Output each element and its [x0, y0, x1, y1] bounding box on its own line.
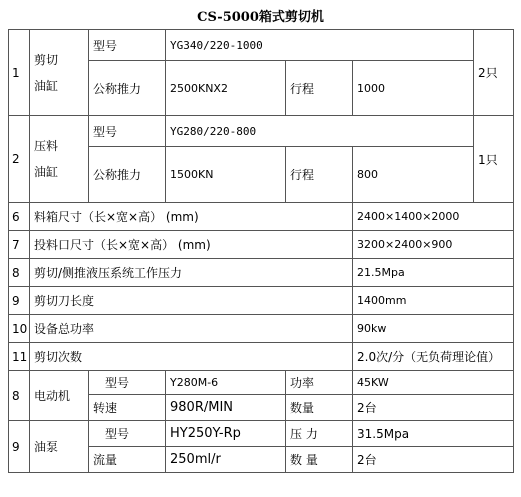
count-label: 数 量 [286, 447, 353, 473]
spec-value: 1400mm [353, 287, 514, 315]
thrust-label: 公称推力 [89, 61, 166, 116]
speed-label: 转速 [89, 395, 166, 421]
count-value: 2台 [353, 447, 514, 473]
component-name-line1: 剪切 [34, 52, 59, 67]
flow-label: 流量 [89, 447, 166, 473]
power-label: 功率 [286, 371, 353, 395]
model-value: HY250Y-Rp [166, 421, 286, 447]
model-value: YG340/220-1000 [166, 30, 474, 61]
component-name: 油泵 [30, 421, 89, 473]
speed-value: 980R/MIN [166, 395, 286, 421]
model-label: 型号 [89, 371, 166, 395]
table-row [9, 421, 514, 447]
row-number: 9 [9, 421, 30, 473]
component-name-line1: 压料 [34, 139, 59, 153]
component-name: 电动机 [30, 371, 89, 421]
spec-label: 料箱尺寸（长×宽×高） (mm) [30, 203, 353, 231]
spec-label: 设备总功率 [30, 315, 353, 343]
spec-value: 90kw [353, 315, 514, 343]
spec-table [8, 29, 514, 473]
quantity: 2只 [474, 30, 514, 116]
row-number: 8 [9, 259, 30, 287]
stroke-label: 行程 [286, 61, 353, 116]
model-value: YG280/220-800 [166, 116, 474, 147]
count-label: 数量 [286, 395, 353, 421]
pressure-value: 31.5Mpa [353, 421, 514, 447]
spec-value: 2400×1400×2000 [353, 203, 514, 231]
row-number: 11 [9, 343, 30, 371]
component-name-line2: 油缸 [34, 78, 59, 93]
thrust-label: 公称推力 [89, 147, 166, 203]
spec-value: 3200×2400×900 [353, 231, 514, 259]
model-value: Y280M-6 [166, 371, 286, 395]
stroke-label: 行程 [286, 147, 353, 203]
table-row [9, 315, 514, 343]
row-number: 7 [9, 231, 30, 259]
stroke-value: 800 [353, 147, 474, 203]
row-number: 8 [9, 371, 30, 421]
table-row [9, 343, 514, 371]
table-row [9, 259, 514, 287]
component-name [30, 30, 89, 116]
stroke-value: 1000 [353, 61, 474, 116]
pressure-label: 压 力 [286, 421, 353, 447]
table-row [9, 30, 514, 61]
spec-label: 剪切刀长度 [30, 287, 353, 315]
spec-value: 21.5Mpa [353, 259, 514, 287]
component-name-line2: 油缸 [34, 165, 59, 179]
table-row [9, 371, 514, 395]
power-value: 45KW [353, 371, 514, 395]
row-number: 10 [9, 315, 30, 343]
row-number: 1 [9, 30, 30, 116]
flow-value: 250ml/r [166, 447, 286, 473]
thrust-value: 2500KNX2 [166, 61, 286, 116]
row-number: 2 [9, 116, 30, 203]
model-label: 型号 [89, 421, 166, 447]
spec-label: 投料口尺寸（长×宽×高） (mm) [30, 231, 353, 259]
table-row [9, 116, 514, 147]
spec-label: 剪切次数 [30, 343, 353, 371]
table-row [9, 231, 514, 259]
spec-value: 2.0次/分（无负荷理论值） [353, 343, 514, 371]
model-label: 型号 [89, 116, 166, 147]
quantity: 1只 [474, 116, 514, 203]
component-name [30, 116, 89, 203]
row-number: 9 [9, 287, 30, 315]
table-row [9, 203, 514, 231]
thrust-value: 1500KN [166, 147, 286, 203]
table-row [9, 287, 514, 315]
count-value: 2台 [353, 395, 514, 421]
spec-label: 剪切/侧推液压系统工作压力 [30, 259, 353, 287]
model-label: 型号 [89, 30, 166, 61]
page-title: CS-5000箱式剪切机 [197, 10, 324, 25]
row-number: 6 [9, 203, 30, 231]
